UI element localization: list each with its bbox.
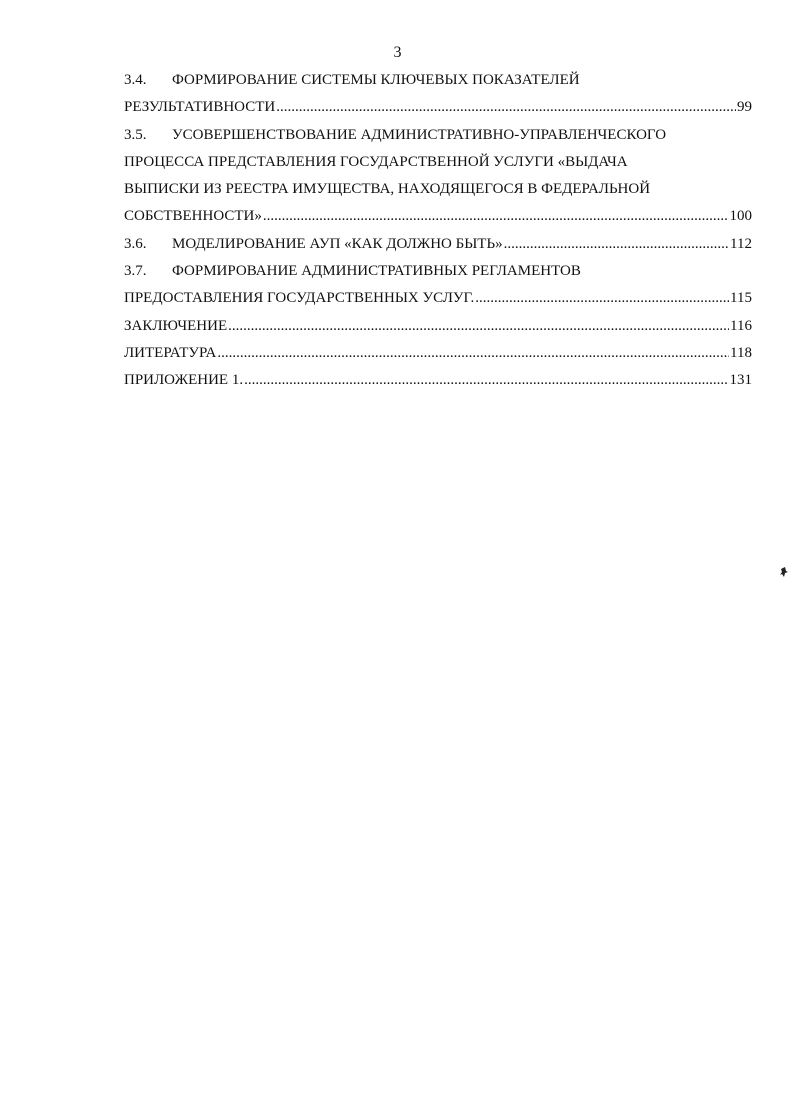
toc-entry-appendix-1: [124, 367, 752, 394]
toc-page-number: 118: [730, 344, 752, 361]
toc-entry-title: ПРИЛОЖЕНИЕ 1.: [124, 372, 244, 389]
toc-entry-3-5-line-4: [124, 203, 752, 230]
toc-entry-conclusion: [124, 313, 752, 340]
dot-leader: [276, 94, 736, 121]
toc-entry-title-continued: ПРЕДОСТАВЛЕНИЯ ГОСУДАРСТВЕННЫХ УСЛУГ.: [124, 290, 475, 307]
toc-entry-3-5-heading: [124, 122, 752, 149]
toc-entry-title-continued: РЕЗУЛЬТАТИВНОСТИ: [124, 99, 276, 116]
dot-leader: [504, 231, 729, 258]
toc-page-number: 112: [730, 235, 752, 252]
toc-entry-number: 3.5.: [124, 126, 147, 143]
toc-entry-title-continued: ВЫПИСКИ ИЗ РЕЕСТРА ИМУЩЕСТВА, НАХОДЯЩЕГОСЯ В ФЕДЕРАЛЬНОЙ: [124, 181, 651, 198]
dot-leader: [228, 313, 729, 340]
toc-entry-3-4-continuation: [124, 94, 752, 121]
dot-leader: [263, 203, 729, 230]
toc-entry-title-continued: СОБСТВЕННОСТИ»: [124, 208, 262, 225]
toc-page-number: 115: [730, 290, 752, 307]
toc-entry-3-5-line-2: [124, 149, 752, 176]
dot-leader: [217, 340, 729, 367]
toc-entry-title: ЗАКЛЮЧЕНИЕ: [124, 317, 228, 334]
toc-page-number: 116: [730, 317, 752, 334]
scan-speck: [779, 566, 789, 578]
toc-entry-literature: [124, 340, 752, 367]
dot-leader: [475, 285, 729, 312]
toc-entry-title-continued: ПРОЦЕССА ПРЕДСТАВЛЕНИЯ ГОСУДАРСТВЕННОЙ УСЛУГИ «ВЫДАЧА: [124, 153, 628, 170]
table-of-contents: [124, 67, 752, 395]
toc-page-number: 131: [729, 372, 752, 389]
toc-entry-3-7-heading: [124, 258, 752, 285]
toc-entry-number: 3.6.: [124, 235, 147, 252]
toc-entry-number: 3.7.: [124, 263, 147, 280]
toc-entry-number: 3.4.: [124, 72, 147, 88]
toc-page-number: 99: [737, 99, 752, 116]
toc-entry-title: УСОВЕРШЕНСТВОВАНИЕ АДМИНИСТРАТИВНО-УПРАВЛЕНЧЕСКОГО: [172, 126, 667, 143]
toc-entry-3-4-heading: [124, 67, 752, 94]
toc-entry-title: ФОРМИРОВАНИЕ АДМИНИСТРАТИВНЫХ РЕГЛАМЕНТОВ: [172, 263, 581, 280]
toc-entry-3-7-continuation: [124, 285, 752, 312]
page-number: 3: [393, 44, 402, 61]
toc-entry-3-6: [124, 231, 752, 258]
dot-leader: [244, 367, 728, 394]
toc-entry-title: ЛИТЕРАТУРА: [124, 344, 217, 361]
toc-entry-title: ФОРМИРОВАНИЕ СИСТЕМЫ КЛЮЧЕВЫХ ПОКАЗАТЕЛЕЙ: [172, 72, 580, 88]
toc-entry-3-5-line-3: [124, 176, 752, 203]
toc-page-number: 100: [729, 208, 752, 225]
toc-entry-title: МОДЕЛИРОВАНИЕ АУП «КАК ДОЛЖНО БЫТЬ»: [172, 235, 503, 252]
